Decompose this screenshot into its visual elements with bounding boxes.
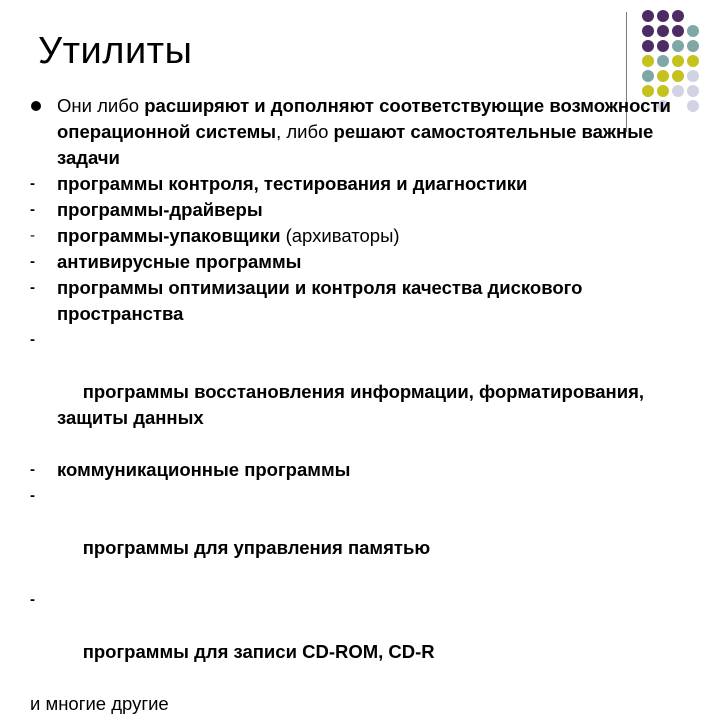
dash-bullet-icon: - bbox=[30, 253, 35, 270]
list-item-text: программы для записи CD-ROM, CD-R bbox=[77, 641, 435, 662]
decor-dot bbox=[687, 55, 699, 67]
list-item-text: коммуникационные программы bbox=[57, 459, 351, 480]
decor-dot bbox=[657, 25, 669, 37]
decor-dot bbox=[642, 25, 654, 37]
list-item bbox=[30, 457, 690, 483]
decor-dot bbox=[642, 10, 654, 22]
footer-text: и многие другие bbox=[30, 693, 169, 714]
decor-dot bbox=[672, 70, 684, 82]
list-item-text: программы контроля, тестирования и диагностики bbox=[57, 173, 528, 194]
decor-dot bbox=[687, 70, 699, 82]
round-bullet-icon bbox=[31, 101, 41, 111]
decor-dot bbox=[672, 55, 684, 67]
dash-bullet-icon: - bbox=[30, 331, 35, 348]
intro-text-3: , либо bbox=[276, 121, 334, 142]
decor-dot bbox=[657, 10, 669, 22]
list-item bbox=[30, 483, 690, 587]
list-item-text: программы-драйверы bbox=[57, 199, 263, 220]
decor-dot bbox=[672, 10, 684, 22]
dash-bullet-icon: - bbox=[30, 591, 35, 608]
dash-bullet-icon: - bbox=[30, 279, 35, 296]
list-item-text: программы-упаковщики bbox=[57, 225, 281, 246]
list-item bbox=[30, 223, 690, 249]
intro-paragraph bbox=[30, 93, 690, 171]
list-item-text: программы для управления памятью bbox=[77, 537, 431, 558]
decor-dot bbox=[672, 40, 684, 52]
slide-content bbox=[30, 93, 690, 717]
intro-text-1: Они либо bbox=[57, 95, 145, 116]
intro-text-2: расширяют и дополняют соответствующие возможности операционной системы bbox=[57, 95, 671, 142]
decor-dot bbox=[642, 40, 654, 52]
dash-bullet-icon: - bbox=[30, 227, 35, 244]
list-item bbox=[30, 327, 690, 457]
intro-text-4: решают самостоятельные важные задачи bbox=[57, 121, 654, 168]
list-item-text: программы оптимизации и контроля качества дискового пространства bbox=[57, 277, 583, 324]
decor-dot bbox=[687, 40, 699, 52]
dash-bullet-icon: - bbox=[30, 487, 35, 504]
decor-dot bbox=[672, 25, 684, 37]
list-item bbox=[30, 275, 690, 327]
decor-dot bbox=[657, 55, 669, 67]
list-item bbox=[30, 587, 690, 691]
list-item bbox=[30, 249, 690, 275]
list-item-text: антивирусные программы bbox=[57, 251, 302, 272]
page-title: Утилиты bbox=[38, 30, 193, 72]
list-item bbox=[30, 171, 690, 197]
decor-dot bbox=[642, 70, 654, 82]
dash-bullet-icon: - bbox=[30, 461, 35, 478]
decor-dot bbox=[657, 70, 669, 82]
list-item-note: (архиваторы) bbox=[280, 225, 400, 246]
list-item-text: программы восстановления информации, форматирования, защиты данных bbox=[57, 381, 650, 428]
dash-bullet-icon: - bbox=[30, 201, 35, 218]
dash-bullet-icon: - bbox=[30, 175, 35, 192]
decor-dot bbox=[642, 55, 654, 67]
list-item bbox=[30, 197, 690, 223]
decor-dot bbox=[687, 25, 699, 37]
decor-dot bbox=[657, 40, 669, 52]
